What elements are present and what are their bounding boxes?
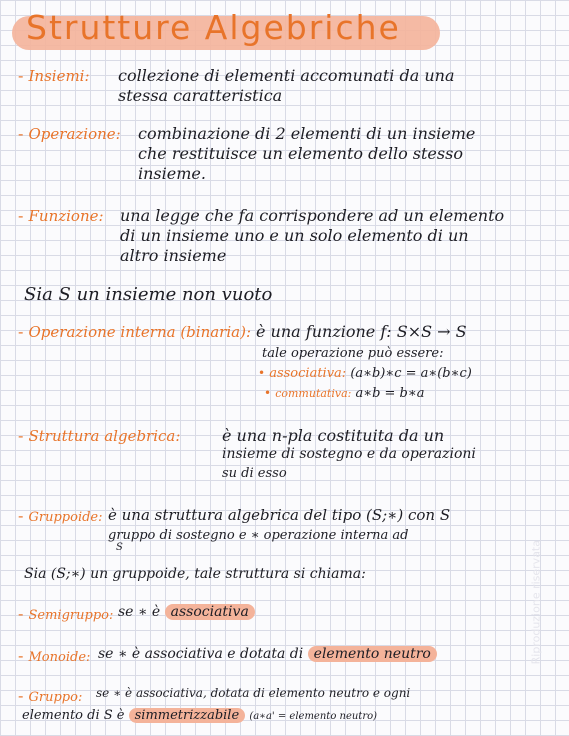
gruppoide-line2: gruppo di sostegno e ∗ operazione interna ad bbox=[108, 528, 409, 543]
bullet-marker: • bbox=[264, 386, 272, 400]
dash-marker: - bbox=[18, 506, 24, 525]
funzione-entry bbox=[18, 206, 104, 226]
struttura-line3: su di esso bbox=[222, 466, 287, 481]
gruppo-entry bbox=[18, 686, 82, 708]
struttura-entry bbox=[18, 426, 180, 446]
operazione-line2: che restituisce un elemento dello stesso bbox=[138, 144, 463, 163]
bullet-marker: • bbox=[258, 366, 266, 380]
operazione-term: Operazione: bbox=[28, 125, 121, 143]
comm-label: commutativa: bbox=[275, 387, 352, 400]
comm-row bbox=[264, 386, 424, 401]
insiemi-line1: collezione di elementi accomunati da una bbox=[118, 66, 455, 85]
sia-statement: Sia S un insieme non vuoto bbox=[24, 284, 273, 305]
gruppo-note: (a∗a' = elemento neutro) bbox=[249, 711, 378, 722]
gruppoide-line1: è una struttura algebrica del tipo (S;∗) con S bbox=[108, 506, 451, 524]
dash-marker: - bbox=[18, 686, 24, 705]
semigruppo-text: se ∗ è bbox=[118, 604, 161, 620]
gruppoide-subscript: S bbox=[116, 542, 123, 553]
struttura-line2: insieme di sostegno e da operazioni bbox=[222, 446, 476, 462]
funzione-line3: altro insieme bbox=[120, 246, 227, 265]
operazione-interna-entry bbox=[18, 322, 251, 342]
assoc-label: associativa: bbox=[269, 366, 347, 381]
operazione-interna-line1: è una funzione f: S×S → S bbox=[256, 322, 467, 341]
assoc-row bbox=[258, 366, 472, 381]
monoide-highlight: elemento neutro bbox=[308, 646, 437, 662]
gruppoide-term: Gruppoide: bbox=[28, 510, 103, 525]
struttura-term: Struttura algebrica: bbox=[28, 427, 181, 445]
dash-marker: - bbox=[18, 206, 24, 225]
dash-marker: - bbox=[18, 322, 24, 341]
comm-formula: a∗b = b∗a bbox=[355, 386, 425, 401]
monoide-term: Monoide: bbox=[28, 650, 91, 665]
struttura-line1: è una n-pla costituita da un bbox=[222, 426, 445, 445]
semigruppo-entry bbox=[18, 604, 113, 626]
gruppo-line2: elemento di S è bbox=[22, 708, 125, 723]
funzione-line2: di un insieme uno e un solo elemento di un bbox=[120, 226, 469, 245]
operazione-entry bbox=[18, 124, 121, 144]
operazione-interna-line2: tale operazione può essere: bbox=[262, 346, 444, 361]
page-title: Strutture Algebriche bbox=[26, 8, 401, 47]
dash-marker: - bbox=[18, 124, 24, 143]
monoide-def bbox=[98, 646, 437, 662]
assoc-formula: (a∗b)∗c = a∗(b∗c) bbox=[350, 366, 472, 381]
semigruppo-highlight: associativa bbox=[165, 604, 255, 620]
dash-marker: - bbox=[18, 646, 24, 665]
operazione-line1: combinazione di 2 elementi di un insieme bbox=[138, 124, 476, 143]
funzione-term: Funzione: bbox=[28, 207, 104, 225]
dash-marker: - bbox=[18, 604, 24, 623]
funzione-line1: una legge che fa corrispondere ad un elemento bbox=[120, 206, 505, 225]
monoide-entry bbox=[18, 646, 90, 668]
semigruppo-def bbox=[118, 604, 255, 620]
dash-marker: - bbox=[18, 426, 24, 445]
sia-gruppoide-statement: Sia (S;∗) un gruppoide, tale struttura si chiama: bbox=[24, 566, 366, 582]
watermark: Riproduzione riservata bbox=[529, 540, 542, 665]
semigruppo-term: Semigruppo: bbox=[28, 608, 114, 623]
gruppo-line1: se ∗ è associativa, dotata di elemento neutro e ogni bbox=[96, 686, 411, 700]
insiemi-term: Insiemi: bbox=[28, 67, 90, 85]
gruppo-highlight: simmetrizzabile bbox=[129, 708, 246, 723]
gruppoide-entry bbox=[18, 506, 103, 528]
gruppo-line2-row bbox=[22, 708, 377, 723]
insiemi-entry bbox=[18, 66, 90, 86]
dash-marker: - bbox=[18, 66, 24, 85]
gruppo-term: Gruppo: bbox=[28, 690, 83, 705]
operazione-interna-term: Operazione interna (binaria): bbox=[28, 323, 252, 341]
insiemi-line2: stessa caratteristica bbox=[118, 86, 283, 105]
monoide-text: se ∗ è associativa e dotata di bbox=[98, 646, 304, 662]
operazione-line3: insieme. bbox=[138, 164, 206, 183]
